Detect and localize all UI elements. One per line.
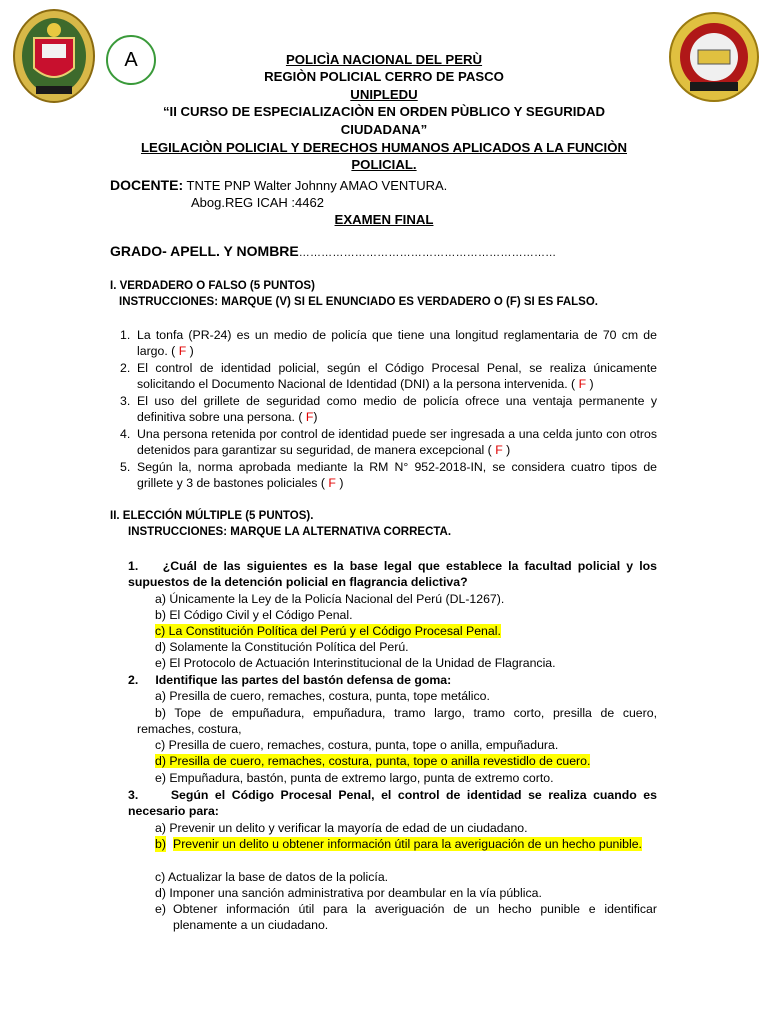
answer-mark[interactable]: F bbox=[328, 476, 336, 491]
answer-mark[interactable]: F bbox=[578, 377, 587, 392]
header-institution: POLICÌA NACIONAL DEL PERÙ bbox=[285, 52, 483, 67]
section2-instructions: INSTRUCCIONES: MARQUE LA ALTERNATIVA CORRECTA. bbox=[128, 526, 452, 538]
badge-letter: A bbox=[124, 49, 138, 71]
q1-option-b[interactable]: b) El Código Civil y el Código Penal. bbox=[155, 608, 353, 622]
q2-option-a[interactable]: a) Presilla de cuero, remaches, costura, punta, tope metálico. bbox=[155, 689, 490, 703]
q3-option-e[interactable]: e) Obtener información útil para la averiguación de un hecho punible e identificar plenamente a un ciudadano. bbox=[155, 902, 657, 933]
q1-option-a[interactable]: a) Únicamente la Ley de la Policía Nacional del Perú (DL-1267). bbox=[155, 592, 505, 606]
specialization-emblem-logo bbox=[668, 10, 760, 104]
q2-option-d[interactable]: d) Presilla de cuero, remaches, costura, punta, tope o anilla revestidlo de cuero. bbox=[155, 754, 591, 768]
q2-option-e[interactable]: e) Empuñadura, bastón, punta de extremo largo, punta de extremo corto. bbox=[155, 771, 554, 785]
grado-fill-dots: …………………………………………………………… bbox=[298, 247, 557, 259]
mc-question-1: 1. ¿Cuál de las siguientes es la base legal que establece la facultad policial y los supuestos de la detención policial en flagrancia delictiva? bbox=[128, 559, 657, 590]
tf-question-5: 5. Según la, norma aprobada mediante la RM N° 952-2018-IN, se considera cuatro tipos de grillete y 3 de bastones policiales ( F ) bbox=[120, 460, 657, 491]
header-unit: UNIPLEDU bbox=[350, 87, 418, 102]
section2-title: II. ELECCIÓN MÚLTIPLE (5 PUNTOS). bbox=[110, 510, 314, 522]
answer-mark[interactable]: F bbox=[495, 443, 503, 458]
header-subject-cont: POLICIAL. bbox=[351, 157, 417, 172]
answer-mark[interactable]: F bbox=[178, 344, 187, 359]
tf-question-3: 3. El uso del grillete de seguridad como medio de policía ofrece una ventaja permanente y definitiva sobre una persona. ( F) bbox=[120, 394, 657, 425]
q3-option-d[interactable]: d) Imponer una sanción administrativa por deambular en la vía pública. bbox=[155, 886, 542, 900]
answer-mark[interactable]: F bbox=[305, 410, 314, 425]
header-course-cont: CIUDADANA” bbox=[340, 122, 428, 137]
mc-question-2: 2. Identifique las partes del bastón defensa de goma: bbox=[128, 673, 452, 687]
mc-question-3: 3. Según el Código Procesal Penal, el control de identidad se realiza cuando es necesario para: bbox=[128, 788, 657, 819]
header-course: “II CURSO DE ESPECIALIZACIÒN EN ORDEN PÙBLICO Y SEGURIDAD bbox=[162, 104, 606, 119]
section1-title: I. VERDADERO O FALSO (5 PUNTOS) bbox=[110, 280, 315, 292]
grado-name-line[interactable] bbox=[110, 243, 556, 259]
exam-title: EXAMEN FINAL bbox=[334, 212, 434, 227]
header-subject: LEGILACIÒN POLICIAL Y DERECHOS HUMANOS APLICADOS A LA FUNCIÒN bbox=[140, 140, 627, 155]
tf-question-4: 4. Una persona retenida por control de identidad puede ser ingresada a una celda junto con otros detenidos para garantizar su seguridad, de manera excepcional ( F ) bbox=[120, 427, 657, 458]
docente-name: TNTE PNP Walter Johnny AMAO VENTURA. bbox=[183, 178, 448, 193]
tf-question-2: 2. El control de identidad policial, según el Código Procesal Penal, se realiza únicamente solicitando el Documento Nacional de Identidad (DNI) a la persona intervenida. ( F ) bbox=[120, 361, 657, 392]
docente-label: DOCENTE: bbox=[110, 177, 184, 193]
q3-option-a[interactable]: a) Prevenir un delito y verificar la mayoría de edad de un ciudadano. bbox=[155, 821, 528, 835]
abog-registration: Abog.REG ICAH :4462 bbox=[191, 195, 324, 210]
q3-option-b[interactable]: b) Prevenir un delito u obtener información útil para la averiguación de un hecho punible. bbox=[155, 837, 642, 851]
header-region: REGIÒN POLICIAL CERRO DE PASCO bbox=[264, 69, 504, 84]
police-coat-of-arms-logo bbox=[12, 8, 96, 104]
tf-question-1: 1. La tonfa (PR-24) es un medio de policía que tiene una longitud reglamentaria de 70 cm de largo. ( F ) bbox=[120, 328, 657, 359]
q2-option-b[interactable]: b) Tope de empuñadura, empuñadura, tramo largo, tramo corto, presilla de cuero, remaches, costura, bbox=[137, 706, 657, 737]
q1-option-d[interactable]: d) Solamente la Constitución Política del Perú. bbox=[155, 640, 409, 654]
section1-instructions: INSTRUCCIONES: MARQUE (V) SI EL ENUNCIADO ES VERDADERO O (F) SI ES FALSO. bbox=[119, 296, 598, 308]
q2-option-c[interactable]: c) Presilla de cuero, remaches, costura, punta, tope o anilla, empuñadura. bbox=[155, 738, 559, 752]
q1-option-e[interactable]: e) El Protocolo de Actuación Interinstitucional de la Unidad de Flagrancia. bbox=[155, 656, 556, 670]
q1-option-c[interactable]: c) La Constitución Política del Perú y el Código Procesal Penal. bbox=[155, 624, 501, 638]
docente-line bbox=[110, 177, 447, 194]
grado-label: GRADO- APELL. Y NOMBRE bbox=[110, 243, 299, 259]
q3-option-c[interactable]: c) Actualizar la base de datos de la policía. bbox=[155, 870, 389, 884]
